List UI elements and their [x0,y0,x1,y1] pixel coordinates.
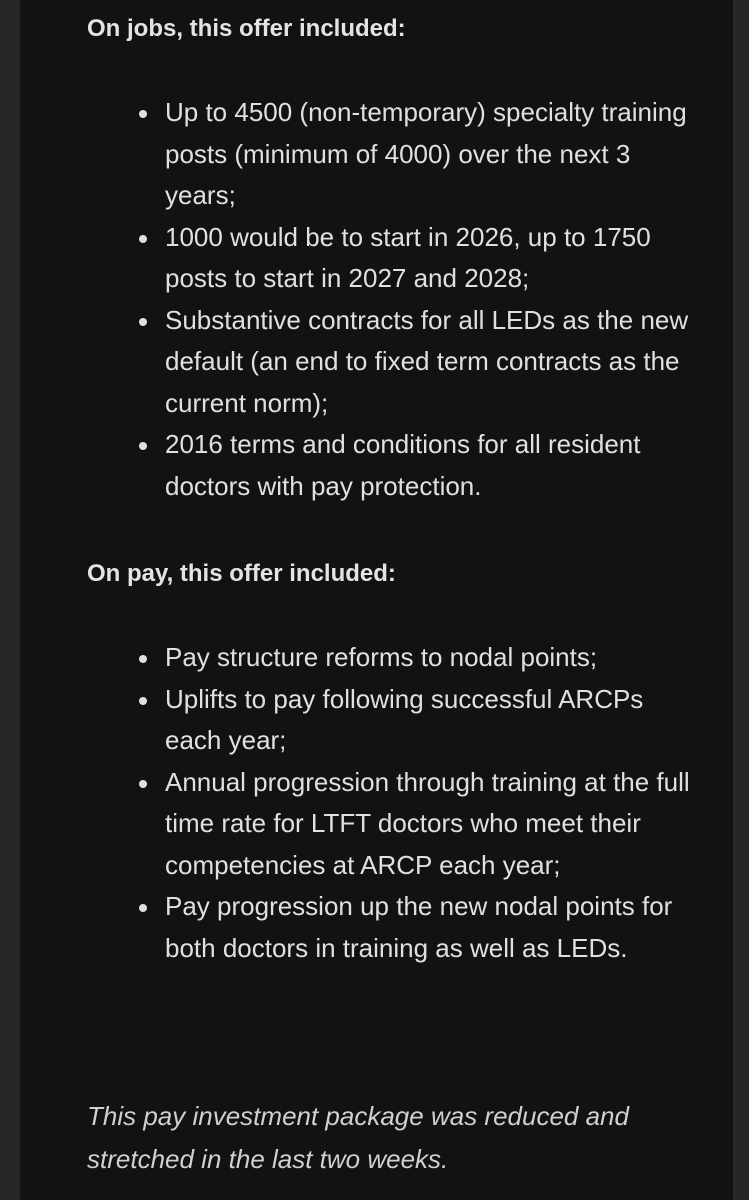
closing-note: This pay investment package was reduced and stretched in the last two weeks. [87,1101,629,1174]
left-frame [0,0,20,1200]
pay-list [137,637,697,969]
pay-heading: On pay, this offer included: [87,560,396,587]
right-frame [733,0,749,1200]
article-content [20,0,733,1200]
list-item: Pay structure reforms to nodal points; [137,637,697,679]
list-item: 1000 would be to start in 2026, up to 1750 posts to start in 2027 and 2028; [137,217,697,300]
list-item: Uplifts to pay following successful ARCPs each year; [137,679,697,762]
jobs-heading: On jobs, this offer included: [87,15,406,42]
list-item: Annual progression through training at the full time rate for LTFT doctors who meet their competencies at ARCP each year; [137,762,697,887]
jobs-list [137,92,697,507]
list-item: Substantive contracts for all LEDs as the new default (an end to fixed term contracts as the current norm); [137,300,697,425]
list-item: Up to 4500 (non-temporary) specialty training posts (minimum of 4000) over the next 3 years; [137,92,697,217]
list-item: Pay progression up the new nodal points for both doctors in training as well as LEDs. [137,886,697,969]
list-item: 2016 terms and conditions for all resident doctors with pay protection. [137,424,697,507]
